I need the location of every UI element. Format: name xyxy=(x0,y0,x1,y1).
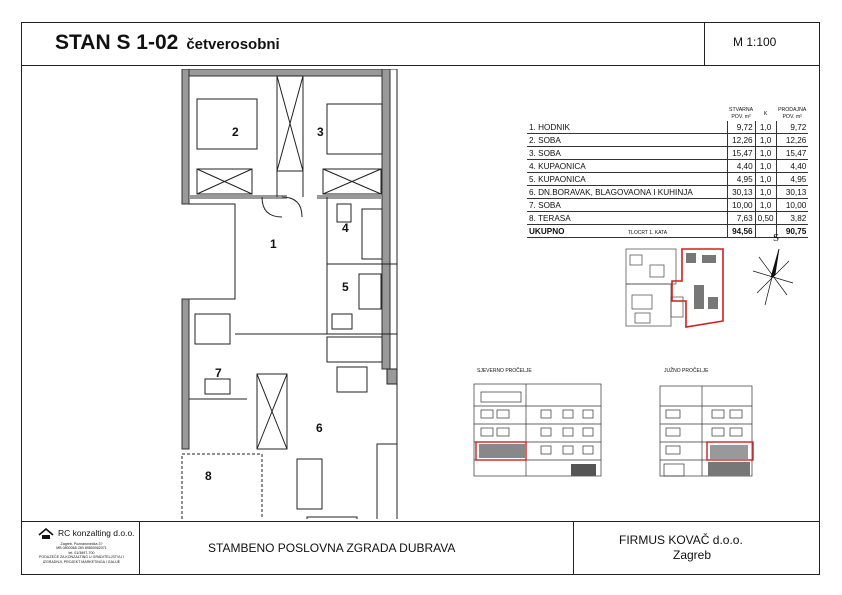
keyplan-label: TLOCRT 1. KATA xyxy=(628,230,668,236)
sale-area: 4,95 xyxy=(776,173,808,186)
room-name: 5. KUPAONICA xyxy=(527,173,727,186)
k-factor: 1,0 xyxy=(755,199,776,212)
table-row xyxy=(527,186,808,199)
actual-area: 4,40 xyxy=(727,160,755,173)
address-line: Zagreb, Poznanovečka 3? xyxy=(60,542,103,546)
table-row xyxy=(527,134,808,147)
table-row xyxy=(527,160,808,173)
floor-plan xyxy=(177,69,417,519)
total-actual: 94,56 xyxy=(727,225,755,238)
company-name: RC konzalting d.o.o. xyxy=(58,528,135,538)
company-address xyxy=(34,542,129,564)
investor-city: Zagreb xyxy=(673,548,712,562)
sale-area: 30,13 xyxy=(776,186,808,199)
table-row xyxy=(527,173,808,186)
col-actual-1: STVARNA xyxy=(729,107,754,113)
table-total-row xyxy=(527,225,808,238)
room-number-1: 1 xyxy=(270,237,277,251)
k-factor: 1,0 xyxy=(755,160,776,173)
k-factor: 1,0 xyxy=(755,186,776,199)
col-sale-1: PRODAJNA xyxy=(778,107,807,113)
keyplan-drawing xyxy=(620,245,735,330)
k-factor: 0,50 xyxy=(755,212,776,225)
room-number-5: 5 xyxy=(342,280,349,294)
header-divider xyxy=(22,65,819,66)
north-arrow-icon xyxy=(749,247,799,307)
table-row xyxy=(527,212,808,225)
room-name: 8. TERASA xyxy=(527,212,727,225)
footer-divider xyxy=(22,521,819,522)
company-logo-icon xyxy=(38,528,54,540)
table-header xyxy=(527,107,808,121)
col-k: K xyxy=(763,110,768,117)
table-row xyxy=(527,147,808,160)
drawing-sheet xyxy=(21,22,820,575)
address-line: PODUZEĆE ZA KONZALTING U GRADITELJSTVU I xyxy=(39,555,124,560)
actual-area: 10,00 xyxy=(727,199,755,212)
total-label: UKUPNO xyxy=(527,225,727,238)
scale-divider xyxy=(704,23,705,65)
north-elevation-label: SJEVERNO PROČELJE xyxy=(477,368,532,374)
investor-name: FIRMUS KOVAČ d.o.o. xyxy=(619,533,743,547)
sale-area: 4,40 xyxy=(776,160,808,173)
actual-area: 9,72 xyxy=(727,121,755,134)
actual-area: 12,26 xyxy=(727,134,755,147)
address-line: MB 0800068 OIB 89800062071 xyxy=(56,546,107,551)
col-sale-2: POV. m² xyxy=(782,114,802,120)
total-sale: 90,75 xyxy=(776,225,808,238)
k-factor: 1,0 xyxy=(755,121,776,134)
table-row xyxy=(527,121,808,134)
address-line: IZGRADNJI, PROJEKT MARKETINGA I GALIJE xyxy=(42,559,121,564)
room-name: 4. KUPAONICA xyxy=(527,160,727,173)
k-factor: 1,0 xyxy=(755,134,776,147)
room-number-6: 6 xyxy=(316,421,323,435)
room-name: 3. SOBA xyxy=(527,147,727,160)
room-name: 7. SOBA xyxy=(527,199,727,212)
south-elevation-label: JUŽNO PROČELJE xyxy=(664,368,709,374)
sale-area: 15,47 xyxy=(776,147,808,160)
page-subtitle: četverosobni xyxy=(186,36,280,53)
room-number-4: 4 xyxy=(342,221,349,235)
actual-area: 15,47 xyxy=(727,147,755,160)
k-factor: 1,0 xyxy=(755,173,776,186)
sale-area: 3,82 xyxy=(776,212,808,225)
actual-area: 30,13 xyxy=(727,186,755,199)
scale-label: M 1:100 xyxy=(733,35,777,49)
sale-area: 10,00 xyxy=(776,199,808,212)
footer-divider-1 xyxy=(139,521,140,574)
room-number-8: 8 xyxy=(205,469,212,483)
north-label: S xyxy=(773,232,780,244)
sale-area: 9,72 xyxy=(776,121,808,134)
north-elevation xyxy=(471,376,606,481)
room-number-7: 7 xyxy=(215,366,222,380)
room-name: 1. HODNIK xyxy=(527,121,727,134)
k-factor: 1,0 xyxy=(755,147,776,160)
footer-divider-2 xyxy=(573,521,574,574)
room-number-2: 2 xyxy=(232,125,239,139)
area-table xyxy=(527,107,808,238)
project-name: STAMBENO POSLOVNA ZGRADA DUBRAVA xyxy=(208,541,456,555)
address-line: tel. 01/3897-700 xyxy=(68,550,95,555)
actual-area: 7,63 xyxy=(727,212,755,225)
col-actual-2: POV. m² xyxy=(731,114,751,120)
room-number-3: 3 xyxy=(317,125,324,139)
room-name: 6. DN.BORAVAK, BLAGOVAONA I KUHINJA xyxy=(527,186,727,199)
sale-area: 12,26 xyxy=(776,134,808,147)
room-name: 2. SOBA xyxy=(527,134,727,147)
actual-area: 4,95 xyxy=(727,173,755,186)
south-elevation xyxy=(652,376,757,481)
page-title: STAN S 1-02 četverosobni xyxy=(55,31,280,54)
table-row xyxy=(527,199,808,212)
